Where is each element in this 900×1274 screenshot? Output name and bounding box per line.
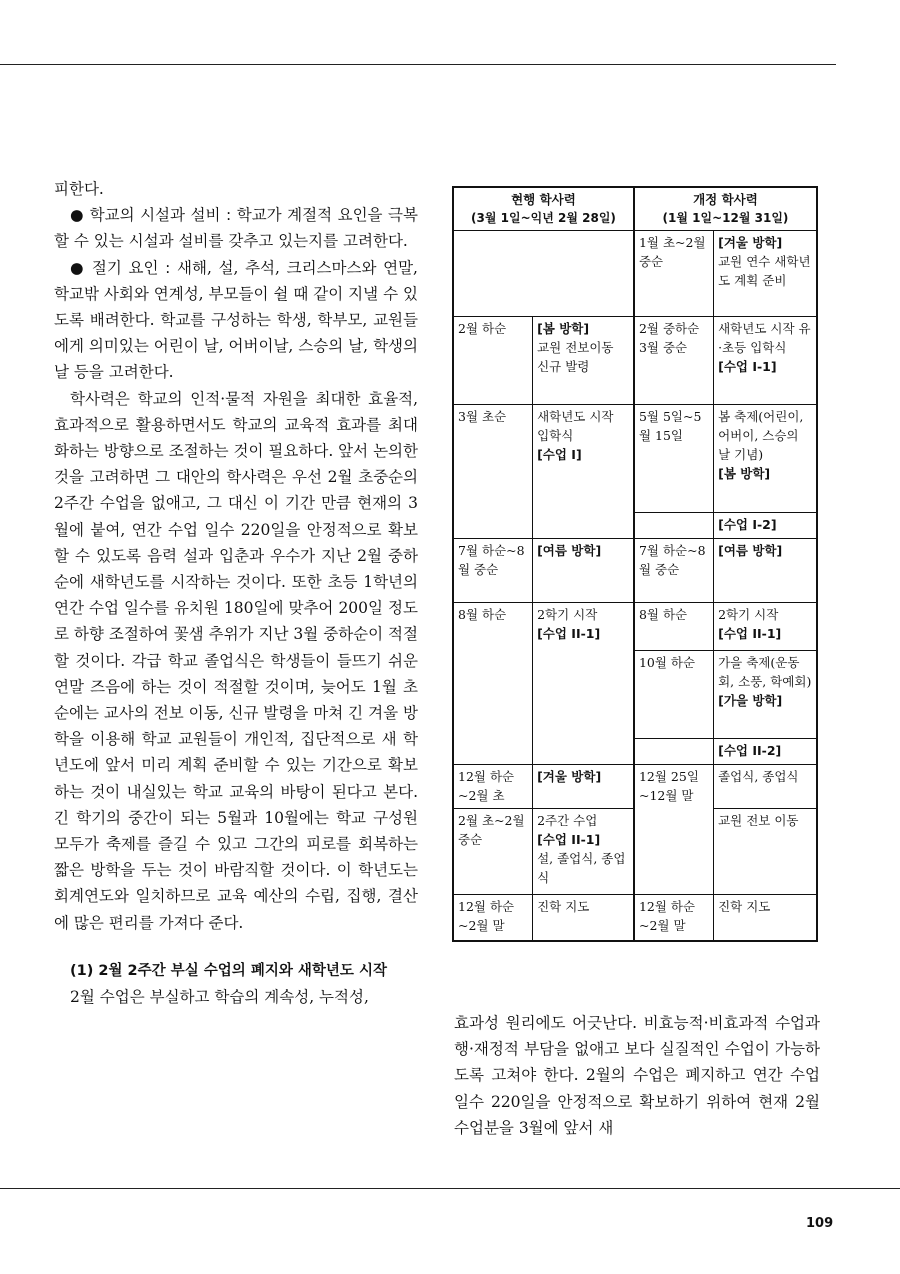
table-cell: 12월 하순~2월 말 [634, 895, 714, 941]
header-current [453, 187, 634, 231]
cell-note: 새학년도 시작 유·초등 입학식 [718, 321, 811, 355]
table-cell [533, 317, 634, 405]
cell-note: 설, 졸업식, 종업식 [537, 851, 626, 885]
table-cell: 7월 하순~8월 중순 [634, 539, 714, 603]
table-cell: 8월 하순 [634, 603, 714, 651]
table-cell: 2월 초~2월 중순 [453, 809, 533, 895]
cell-term: [겨울 방학] [537, 769, 602, 784]
cell-term: [수업 II-1] [537, 832, 601, 847]
table-cell: 5월 5일~5월 15일 [634, 405, 714, 513]
right-column [454, 1010, 820, 1141]
table-cell: 12월 하순~2월 말 [453, 895, 533, 941]
table-cell: 3월 초순 [453, 405, 533, 539]
paragraph-efficiency: 효과성 원리에도 어긋난다. 비효능적·비효과적 수업과 행·재정적 부담을 없애고 보다 실질적인 수업이 가능하도록 고쳐야 한다. 2월의 수업은 폐지하고 연간 수업 일수 220일을 안정적으로 확보하기 위하여 현재 2월 수업분을 3월에 앞서 새 [454, 1014, 820, 1137]
table-cell: 7월 하순~8월 중순 [453, 539, 533, 603]
table-cell: 진학 지도 [714, 895, 817, 941]
calendar-comparison-table [452, 186, 818, 942]
page-number: 109 [806, 1216, 834, 1231]
paragraph-continued: 피한다. [54, 180, 104, 198]
cell-term: [수업 I] [537, 447, 582, 462]
cell-term: [수업 I-2] [718, 517, 777, 532]
section-heading: (1) 2월 2주간 부실 수업의 폐지와 새학년도 시작 [70, 962, 387, 979]
table-cell: 2월 중하순 3월 중순 [634, 317, 714, 405]
table-cell: 졸업식, 종업식 [714, 765, 817, 809]
table-cell [533, 539, 634, 603]
table-cell: 교원 전보 이동 [714, 809, 817, 895]
header-revised-sub: (1월 1일~12월 31일) [662, 211, 789, 225]
top-rule [0, 64, 836, 65]
table-row [453, 405, 817, 513]
cell-note: 봄 축제(어린이, 어버이, 스승의 날 기념) [718, 409, 804, 462]
table-cell [533, 603, 634, 765]
table-cell [714, 603, 817, 651]
bottom-rule [0, 1188, 900, 1189]
table-cell [714, 231, 817, 317]
table-cell: 1월 초~2월 중순 [634, 231, 714, 317]
table-header-row [453, 187, 817, 231]
table-row [453, 603, 817, 651]
table-row [453, 539, 817, 603]
cell-note: 교원 전보이동 신규 발령 [537, 340, 614, 374]
table-row [453, 765, 817, 809]
paragraph-academic-calendar: 학사력은 학교의 인적·물적 자원을 최대한 효율적, 효과적으로 활용하면서도 학교의 교육적 효과를 최대화하는 방향으로 조절하는 것이 필요하다. 앞서 논의한 것을 고려하면 그 대안의 학사력은 우선 2월 초중순의 2주간 수업을 없애고, 그 대신 이 기간 만큼 현재의 3월에 붙여, 연간 수업 일수 220일을 안정적으로 확보할 수 있도록 음력 설과 입춘과 우수가 지난 2월 중하순에 새학년도를 시작하는 것이다. 또한 초등 1학년의 연간 수업 일수를 유치원 180일에 맞추어 200일 정도로 하향 조절하여 꽃샘 추위가 지난 3월 중하순이 적절할 것이다. 각급 학교 졸업식은 학생들이 들뜨기 쉬운 연말 즈음에 하는 것이 적절할 것이며, 늦어도 1월 초순에는 교사의 전보 이동, 신규 발령을 마쳐 긴 겨울 방학을 이용해 학교 교원들이 개인적, 집단적으로 새 학년도에 앞서 미리 계획 준비할 수 있는 기간으로 확보하는 것이 내실있는 학교 교육의 바탕이 된다고 본다. 긴 학기의 중간이 되는 5월과 10월에는 학교 구성원 모두가 축제를 즐길 수 있고 그간의 피로를 회복하는 짧은 방학을 두는 것이 바람직할 것이다. 이 학년도는 회계연도와 일치하므로 교육 예산의 수립, 집행, 결산에 많은 편리를 가져다 준다. [54, 389, 418, 932]
left-column [54, 176, 418, 1010]
table-cell: 12월 하순~2월 초 [453, 765, 533, 809]
table-cell-empty [634, 739, 714, 765]
table-cell [533, 809, 634, 895]
table-cell: 2월 하순 [453, 317, 533, 405]
header-revised-title: 개정 학사력 [693, 192, 758, 207]
cell-note: 새학년도 시작 입학식 [537, 409, 614, 443]
cell-term: [여름 방학] [537, 543, 602, 558]
table-cell: 8월 하순 [453, 603, 533, 765]
table-cell-empty [453, 231, 634, 317]
bullet-facilities-text: 학교가 계절적 요인을 극복할 수 있는 시설과 설비를 갖추고 있는지를 고려한다. [54, 206, 418, 251]
table-cell [714, 539, 817, 603]
cell-term: [봄 방학] [537, 321, 590, 336]
cell-term: [수업 I-1] [718, 359, 777, 374]
table-cell: 10월 하순 [634, 651, 714, 739]
table-cell [533, 405, 634, 539]
header-current-sub: (3월 1일~익년 2월 28일) [471, 211, 616, 225]
cell-note: 가을 축제(운동회, 소풍, 학예회) [718, 655, 812, 689]
table-cell: 진학 지도 [533, 895, 634, 941]
table-cell [714, 317, 817, 405]
cell-note: 2학기 시작 [537, 607, 598, 622]
table-cell [714, 405, 817, 513]
cell-note: 2학기 시작 [718, 607, 779, 622]
paragraph-february: 2월 수업은 부실하고 학습의 계속성, 누적성, [70, 988, 369, 1007]
cell-term: [수업 II-1] [537, 626, 601, 641]
table-row [453, 317, 817, 405]
cell-term: [여름 방학] [718, 543, 783, 558]
table-cell: 12월 25일~12월 말 [634, 765, 714, 895]
cell-term: [봄 방학] [718, 466, 771, 481]
cell-term: [수업 II-1] [718, 626, 782, 641]
cell-term: [가을 방학] [718, 693, 783, 708]
bullet-seasons [54, 255, 418, 386]
table-cell [714, 651, 817, 739]
cell-note: 교원 연수 새학년도 계획 준비 [718, 254, 811, 288]
cell-term: [겨울 방학] [718, 235, 783, 250]
cell-term: [수업 II-2] [718, 743, 782, 758]
cell-note: 2주간 수업 [537, 813, 598, 828]
header-current-title: 현행 학사력 [511, 192, 576, 207]
table-row [453, 231, 817, 317]
bullet-seasons-label: ● 절기 요인 : [70, 258, 177, 277]
table-cell-empty [634, 513, 714, 539]
table-cell [714, 513, 817, 539]
bullet-facilities-label: ● 학교의 시설과 설비 : [70, 206, 237, 225]
table-cell [533, 765, 634, 809]
bullet-seasons-text: 새해, 설, 추석, 크리스마스와 연말, 학교밖 사회와 연계성, 부모들이 쉴 때 같이 지낼 수 있도록 배려한다. 학교를 구성하는 학생, 학부모, 교원들에게 의미있는 어린이 날, 어버이날, 스승의 날, 학생의 날 등을 고려한다. [54, 258, 418, 382]
bullet-facilities [54, 202, 418, 254]
header-revised [634, 187, 817, 231]
table-row [453, 895, 817, 941]
table-cell [714, 739, 817, 765]
